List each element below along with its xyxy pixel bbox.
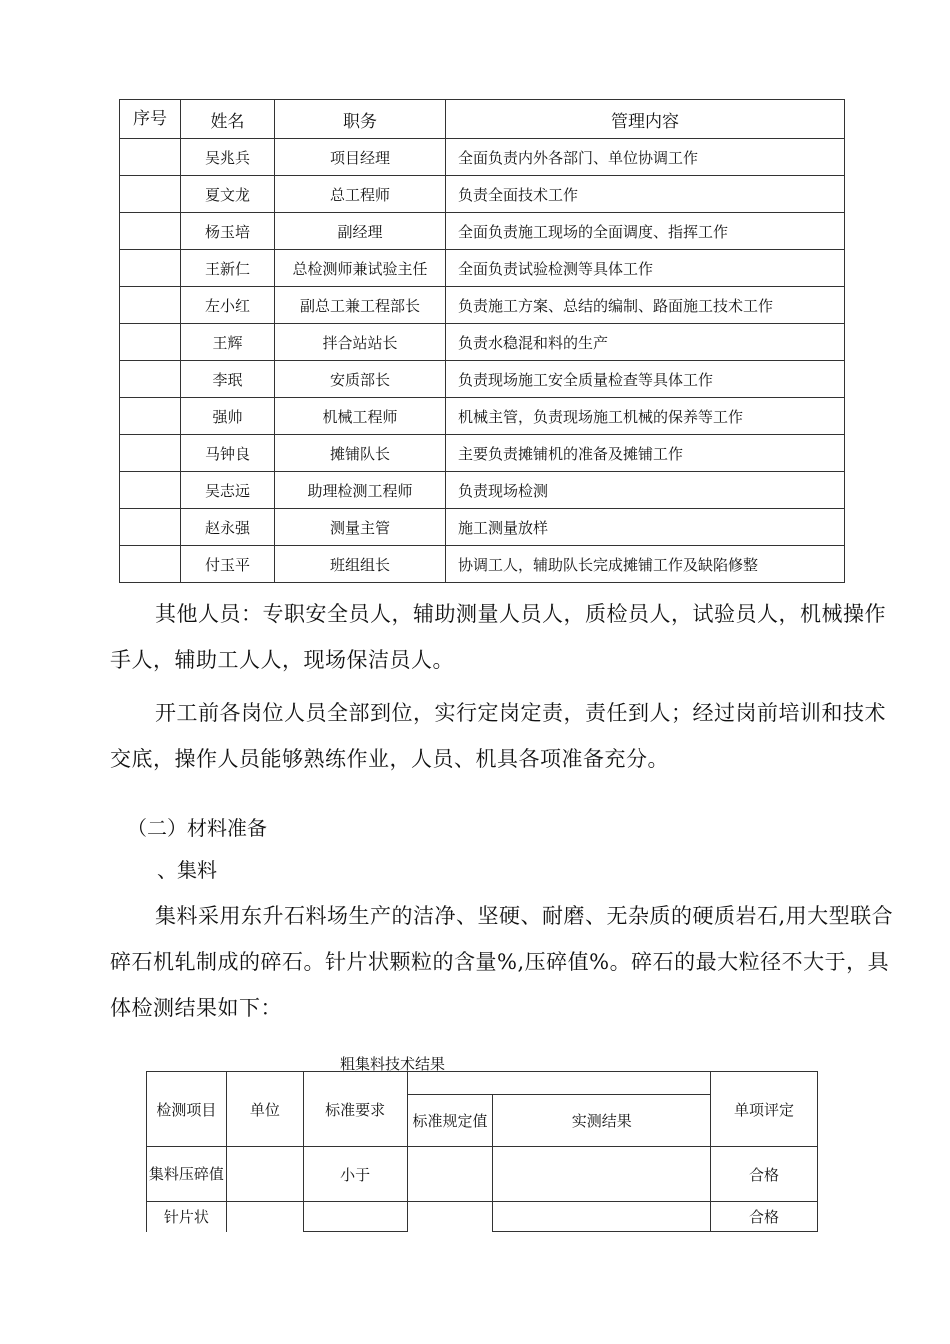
cell-duty: 协调工人，辅助队长完成摊铺工作及缺陷修整 (446, 546, 845, 583)
table-row (120, 139, 845, 176)
cell-no (120, 250, 181, 287)
cell-role: 副总工兼工程部长 (275, 287, 446, 324)
table-row (120, 398, 845, 435)
cell-spec-value (407, 1147, 493, 1202)
table-row (120, 546, 845, 583)
table-row (120, 176, 845, 213)
cell-duty: 全面负责施工现场的全面调度、指挥工作 (446, 213, 845, 250)
cell-role: 测量主管 (275, 509, 446, 546)
cell-no (120, 287, 181, 324)
header-cell-no: 序号 (120, 100, 181, 139)
table-row (147, 1147, 818, 1202)
cell-name: 马钟良 (181, 435, 275, 472)
cell-no (120, 176, 181, 213)
header-cell-requirement: 标准要求 (303, 1072, 407, 1147)
cell-evaluation: 合格 (711, 1202, 818, 1232)
cell-no (120, 361, 181, 398)
cell-item: 集料压碎值 (147, 1147, 227, 1202)
header-cell-item: 检测项目 (147, 1072, 227, 1147)
cell-no (120, 546, 181, 583)
cell-duty: 负责施工方案、总结的编制、路面施工技术工作 (446, 287, 845, 324)
cell-name: 杨玉培 (181, 213, 275, 250)
header-cell-spec-value: 标准规定值 (407, 1095, 493, 1147)
table-row (120, 250, 845, 287)
cell-duty: 施工测量放样 (446, 509, 845, 546)
cell-evaluation: 合格 (711, 1147, 818, 1202)
cell-role: 安质部长 (275, 361, 446, 398)
table-row (120, 509, 845, 546)
table-caption: 粗集料技术结果 (340, 1055, 446, 1073)
cell-no (120, 509, 181, 546)
cell-role: 项目经理 (275, 139, 446, 176)
cell-duty: 负责现场施工安全质量检查等具体工作 (446, 361, 845, 398)
cell-role: 机械工程师 (275, 398, 446, 435)
coarse-aggregate-table (146, 1071, 818, 1232)
cell-name: 强帅 (181, 398, 275, 435)
cell-role: 助理检测工程师 (275, 472, 446, 509)
cell-no (120, 139, 181, 176)
paragraph-preparation: 开工前各岗位人员全部到位，实行定岗定责，责任到人；经过岗前培训和技术交底，操作人员能够熟练作业，人员、机具各项准备充分。 (110, 701, 886, 771)
table-row (120, 361, 845, 398)
cell-name: 吴兆兵 (181, 139, 275, 176)
cell-role: 副经理 (275, 213, 446, 250)
paragraph-aggregate-desc: 集料采用东升石料场生产的洁净、坚硬、耐磨、无杂质的硬质岩石,用大型联合碎石机轧制成的碎石。针片状颗粒的含量%,压碎值%。碎石的最大粒径不大于，具体检测结果如下： (110, 904, 894, 1020)
cell-role: 总检测师兼试验主任 (275, 250, 446, 287)
cell-unit (226, 1202, 303, 1232)
cell-duty: 全面负责内外各部门、单位协调工作 (446, 139, 845, 176)
table-header-row (147, 1072, 818, 1095)
table-row (120, 287, 845, 324)
cell-item: 针片状 (147, 1202, 227, 1232)
header-cell-name: 姓名 (181, 100, 275, 139)
cell-role: 总工程师 (275, 176, 446, 213)
cell-spec-value (407, 1202, 493, 1232)
cell-unit (226, 1147, 303, 1202)
cell-name: 左小红 (181, 287, 275, 324)
cell-name: 吴志远 (181, 472, 275, 509)
cell-duty: 负责全面技术工作 (446, 176, 845, 213)
cell-duty: 全面负责试验检测等具体工作 (446, 250, 845, 287)
header-cell-measured: 实测结果 (493, 1095, 711, 1147)
cell-duty: 主要负责摊铺机的准备及摊铺工作 (446, 435, 845, 472)
header-cell-duty: 管理内容 (446, 100, 845, 139)
header-cell-group (407, 1072, 711, 1095)
cell-name: 付玉平 (181, 546, 275, 583)
paragraph-other-staff: 其他人员：专职安全员人，辅助测量人员人，质检员人，试验员人，机械操作手人，辅助工人人，现场保洁员人。 (110, 602, 886, 672)
table-header-row (120, 100, 845, 139)
cell-duty: 负责现场检测 (446, 472, 845, 509)
cell-name: 王辉 (181, 324, 275, 361)
cell-no (120, 213, 181, 250)
table-row (120, 213, 845, 250)
cell-measured (493, 1202, 711, 1232)
table-row (120, 435, 845, 472)
cell-no (120, 472, 181, 509)
subsection-heading: 、集料 (157, 858, 217, 882)
cell-role: 摊铺队长 (275, 435, 446, 472)
cell-name: 夏文龙 (181, 176, 275, 213)
cell-requirement (303, 1202, 407, 1232)
cell-name: 王新仁 (181, 250, 275, 287)
section-heading: （二）材料准备 (127, 816, 267, 840)
cell-duty: 机械主管，负责现场施工机械的保养等工作 (446, 398, 845, 435)
cell-role: 班组组长 (275, 546, 446, 583)
table-row (147, 1202, 818, 1232)
cell-name: 赵永强 (181, 509, 275, 546)
table-row (120, 324, 845, 361)
cell-no (120, 324, 181, 361)
table-row (120, 472, 845, 509)
staff-table (119, 99, 845, 583)
cell-no (120, 398, 181, 435)
cell-name: 李珉 (181, 361, 275, 398)
cell-requirement: 小于 (303, 1147, 407, 1202)
cell-role: 拌合站站长 (275, 324, 446, 361)
header-cell-evaluation: 单项评定 (711, 1072, 818, 1147)
header-cell-role: 职务 (275, 100, 446, 139)
cell-measured (493, 1147, 711, 1202)
cell-no (120, 435, 181, 472)
cell-duty: 负责水稳混和料的生产 (446, 324, 845, 361)
header-cell-unit: 单位 (226, 1072, 303, 1147)
